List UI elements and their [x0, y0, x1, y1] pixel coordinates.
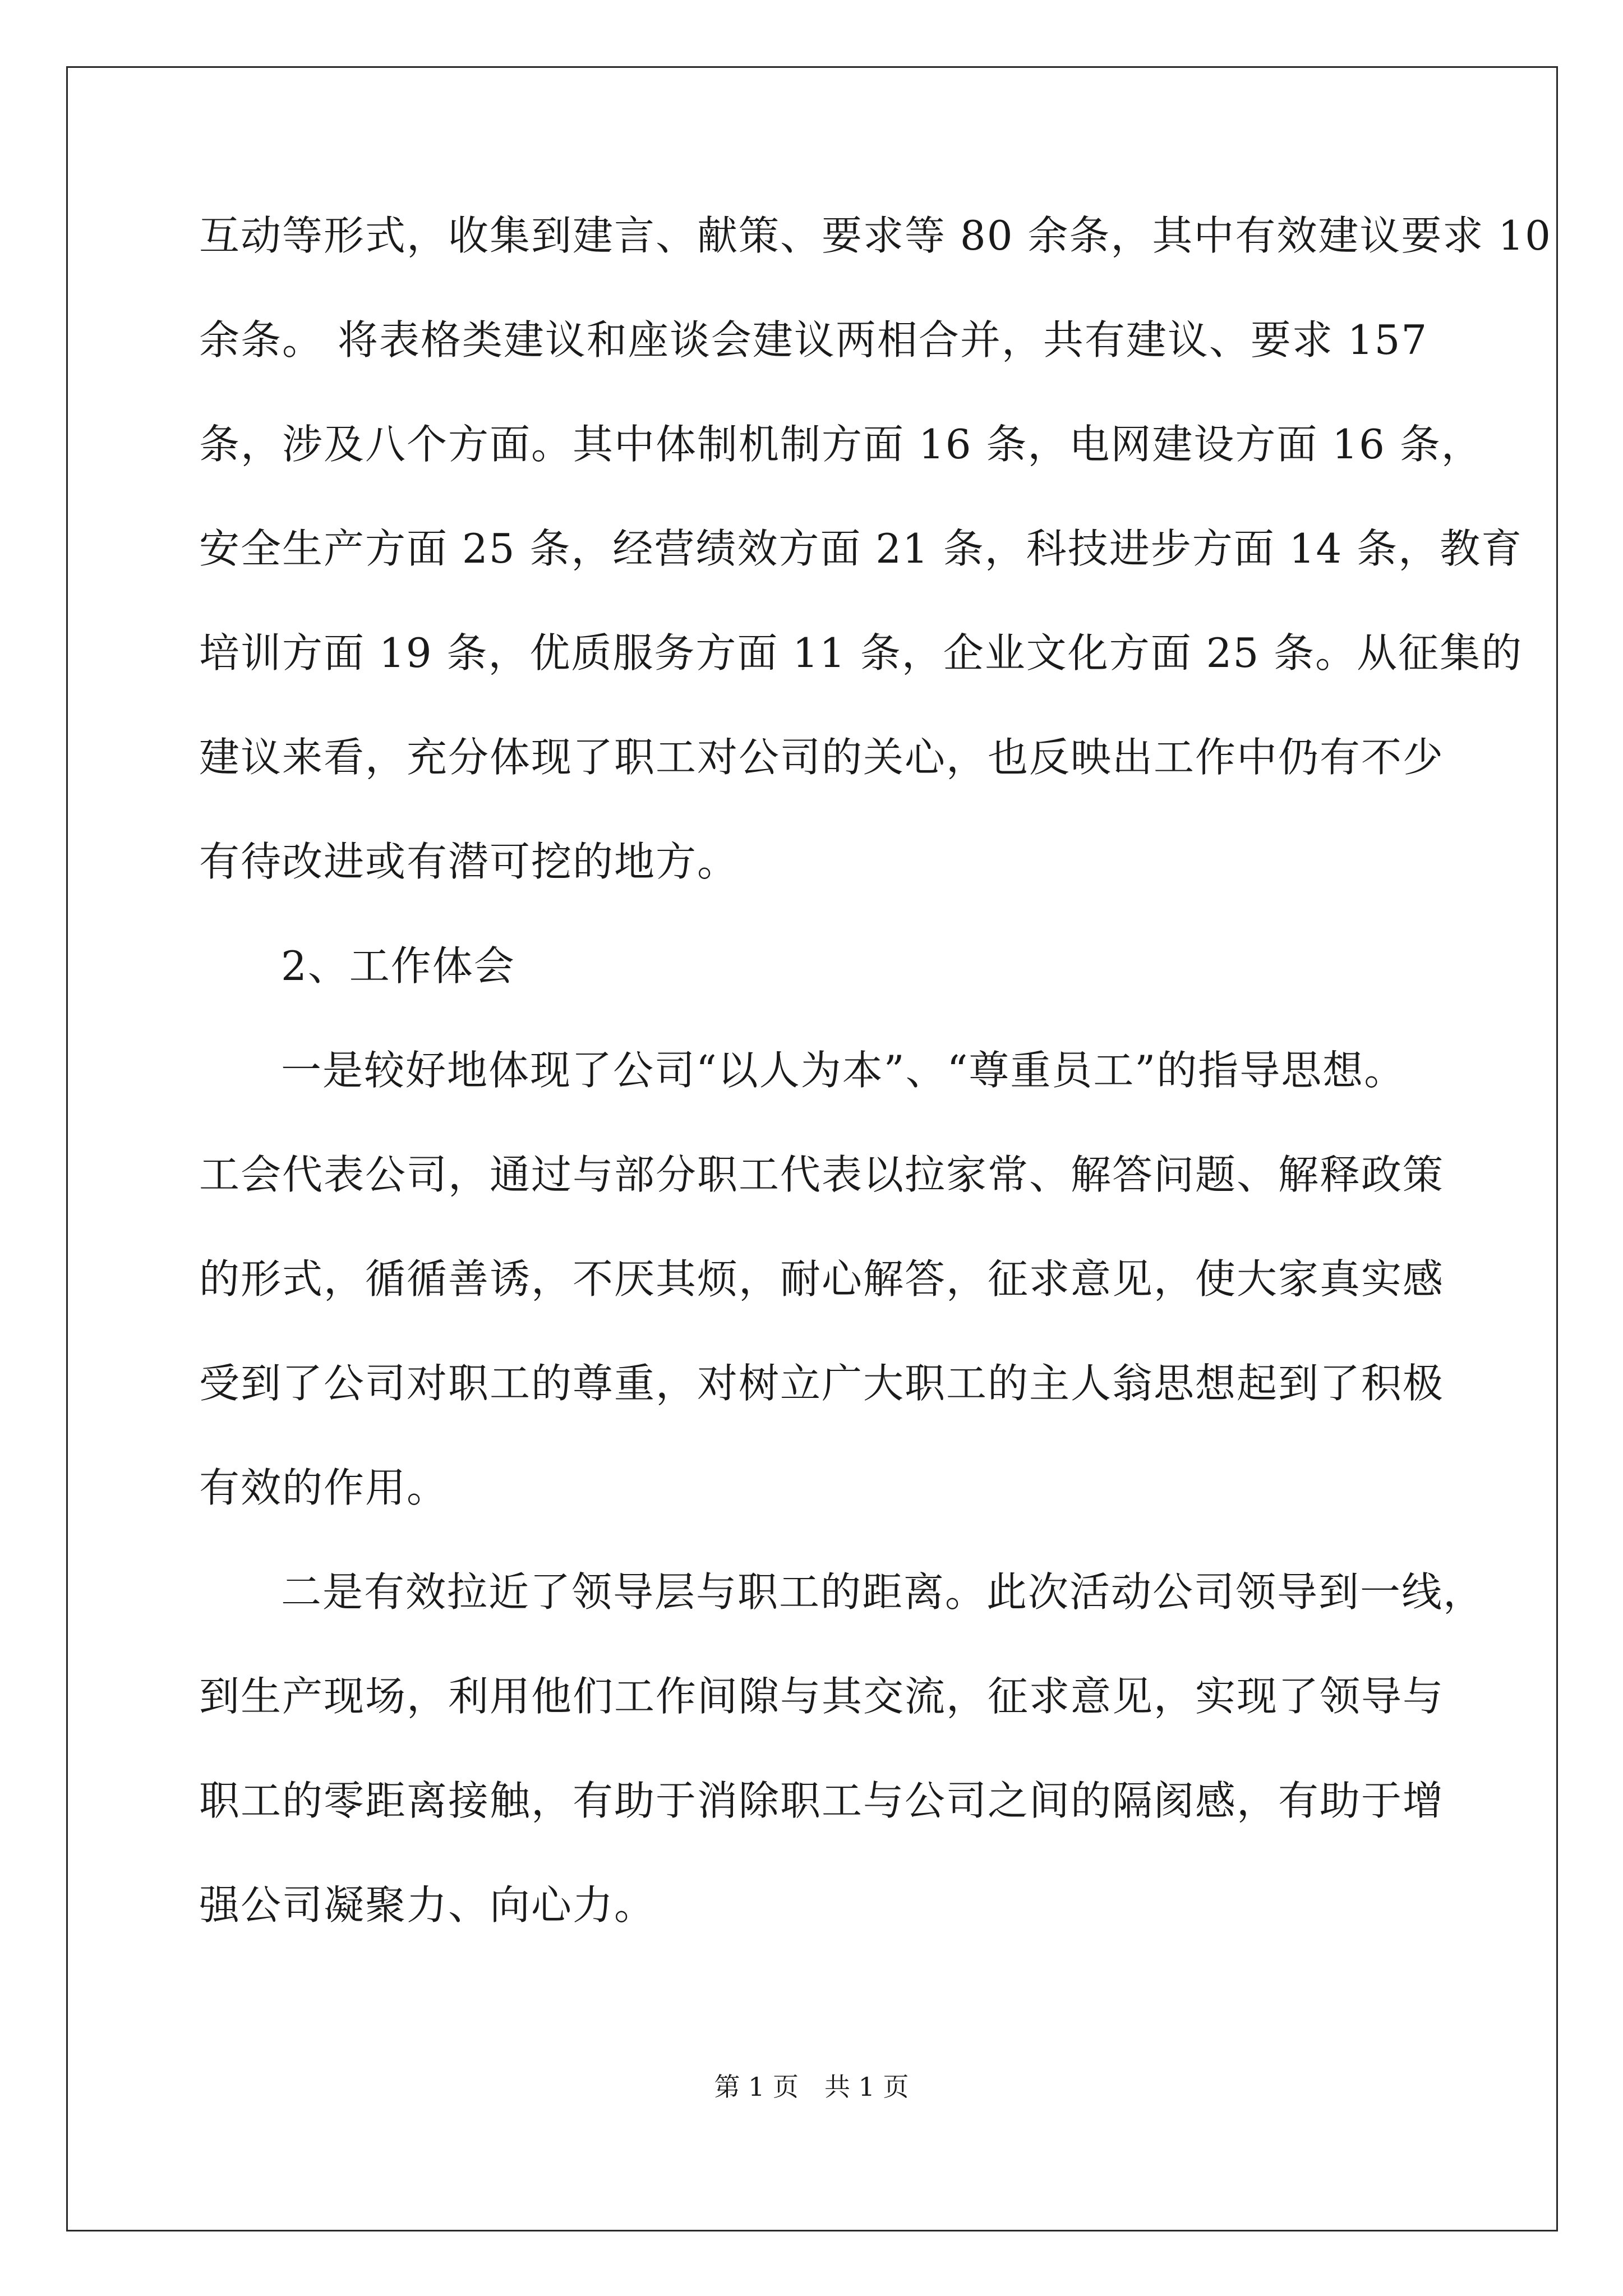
text-line: 互动等形式，收集到建言、献策、要求等 80 余条，其中有效建议要求 10 [199, 212, 1552, 259]
text-line: 条，涉及八个方面。其中体制机制方面 16 条，电网建设方面 16 条， [199, 421, 1483, 468]
text-line: 余条。 将表格类建议和座谈会建议两相合并，共有建议、要求 157 [199, 316, 1428, 364]
text-line: 建议来看，充分体现了职工对公司的关心，也反映出工作中仍有不少 [199, 734, 1445, 781]
text-line: 二是有效拉近了领导层与职工的距离。此次活动公司领导到一线， [281, 1568, 1485, 1616]
text-line: 工会代表公司，通过与部分职工代表以拉家常、解答问题、解释政策 [199, 1151, 1445, 1198]
text-line: 有效的作用。 [199, 1464, 449, 1511]
text-line: 安全生产方面 25 条，经营绩效方面 21 条，科技进步方面 14 条，教育 [199, 525, 1523, 572]
text-line: 强公司凝聚力、向心力。 [199, 1881, 656, 1929]
text-line: 到生产现场，利用他们工作间隙与其交流，征求意见，实现了领导与 [199, 1673, 1445, 1720]
text-line: 受到了公司对职工的尊重，对树立广大职工的主人翁思想起到了积极 [199, 1360, 1445, 1407]
text-line: 培训方面 19 条，优质服务方面 11 条，企业文化方面 25 条。从征集的 [199, 629, 1523, 677]
text-line: 有待改进或有潜可挖的地方。 [199, 838, 739, 885]
text-line: 职工的零距离接触，有助于消除职工与公司之间的隔阂感，有助于增 [199, 1777, 1445, 1824]
text-line: 的形式，循循善诱，不厌其烦，耐心解答，征求意见，使大家真实感 [199, 1255, 1445, 1303]
text-line: 一是较好地体现了公司“以人为本”、“尊重员工”的指导思想。 [281, 1047, 1406, 1094]
page-number: 第 1 页 共 1 页 [714, 2072, 909, 2102]
section-heading: 2、工作体会 [281, 942, 515, 990]
